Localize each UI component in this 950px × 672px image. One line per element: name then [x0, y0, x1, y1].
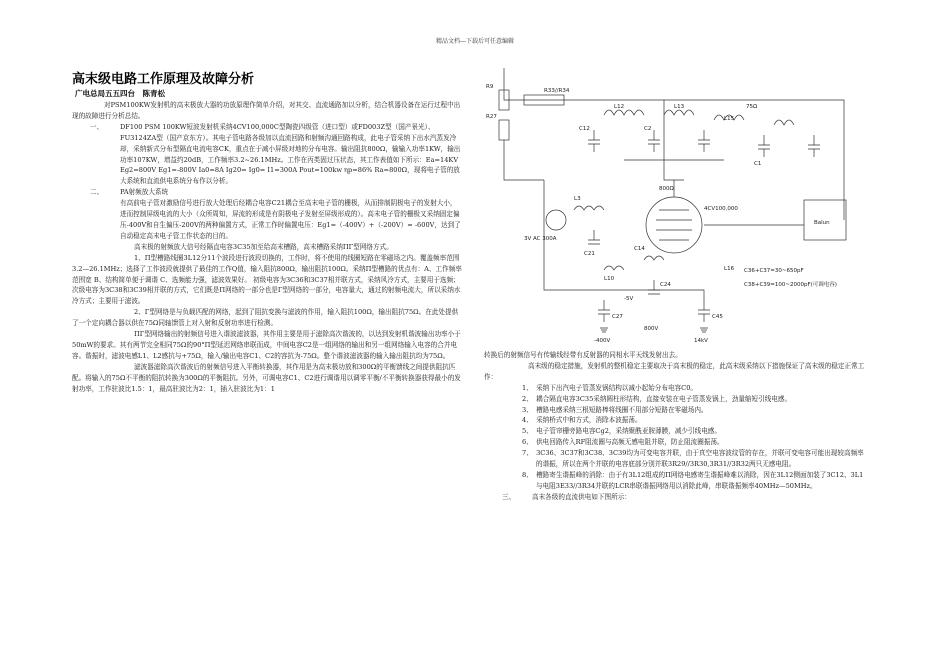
label-c14: C14 — [634, 246, 645, 252]
coil-l12 — [604, 110, 644, 115]
section-2-heading: PA射频放大系统 — [120, 188, 169, 197]
label-l10: L10 — [604, 276, 615, 282]
section-2-paragraph-4: 2、Γ型网络是与负载匹配的网络，起到了阻抗变换与滤波的作用，输入阻抗100Ω，输出阻抗75Ω。在此处提供了一个定向耦合器以供在75Ω同轴馈管上对入射和反射功率进行检测。 — [72, 308, 459, 328]
label-note-c38-c39: C38+C39=100~2000pF(可调电容) — [744, 282, 837, 288]
section-2-paragraph-6: 滤波器滤除高次谐波后的射频信号进入平衡转换器，其作用是为高末极功放和300Ω的平衡馈线之间提供阻抗匹配。将输入的75Ω不平衡的阻抗转换为300Ω的平衡阻抗。另外，可调电容C1、C2进行调谐用以调零平衡/不平衡转换器获得最小的发射功率，工作驻波比1.5：1，最高驻波比为2：1，插入驻波比为1：1 — [72, 362, 461, 393]
label-c24: C24 — [660, 282, 671, 288]
capacitor-c12 — [588, 130, 600, 152]
coil-l10 — [604, 266, 624, 270]
section-2-paragraph-2: 高末极的射频放大信号经隔直电容3C35加至给高末槽路，高末槽路采纳ΠΓ型网络方式。 — [134, 242, 393, 251]
capacitor-c21 — [588, 230, 600, 244]
intro-paragraph: 对PSM100KW发射机的高末极放大器的功放原理作简单介绍，对其交、直流通路加以分析，结合机器设备在运行过程中出现的故障进行分析总结。 — [72, 101, 461, 120]
page-title: 高末级电路工作原理及故障分析 — [72, 72, 255, 87]
list-item: 8、 槽路寄生谐振峰的消除：由于有3L12组成的Π网络电感寄生谐振峰难以消除，因在3L12侧面加装了3C12、3L1与电阻3E33//3R34并联的LCR串联谐振网络用以消除此峰，串联谐振频率40MHz—50MHz。 — [522, 470, 864, 490]
author-line: 广电总局五五四台 陈青松 — [75, 89, 165, 98]
resistor-r27 — [499, 120, 509, 140]
section-2-paragraph-5: ΠΓ型网络输出的射频信号进入谐波滤波器，其作用主要是用于滤除高次谐波的，以达到发射机谐波输出功率小于50mW的要求。其有两节完全相同75Ω的90°Π型延迟网络串联而成，中间电容C2是一组网络的输出和另一组网络输入电容的合并电容。谐振时，滤波电感L1、L2感抗与+75Ω，输入/输出电容C1、C2的容抗为-75Ω。整个谐波滤波器的输入输出阻抗均为75Ω。 — [72, 330, 461, 360]
section-2-number: 二、 — [90, 188, 104, 197]
label-r27: R27 — [486, 114, 497, 120]
tube-4cv100000 — [646, 197, 702, 253]
list-item: 6、 供电回路传入RF阻流圈与高频无感电阻并联，防止阻流圈振荡。 — [522, 438, 724, 447]
label-l12: L12 — [614, 104, 625, 110]
label-filament-supply: 3V AC 300A — [524, 236, 557, 242]
label-l13: L13 — [674, 104, 685, 110]
label-minus-400v: -400V — [594, 338, 611, 344]
capacitor-c1-right — [758, 135, 770, 157]
label-minus-5v: -5V — [624, 296, 634, 302]
coil-l14 — [644, 256, 664, 260]
list-item: 2、 耦合隔直电容3C35采纳圆柱形结构，直接安装在电子管蒸发锅上，劲量缩短引线电感。 — [522, 394, 792, 403]
list-item: 1、 采纳下出汽电子管蒸发锅结构以减小起始分布电容C0。 — [522, 383, 697, 392]
label-c1: C1 — [754, 161, 762, 167]
capacitor-c45 — [698, 300, 710, 322]
coil-l3 — [574, 206, 604, 210]
right-paragraph-1: 转换后的射频信号有传输线经带有反射器的同相水平天线发射出去。 — [484, 351, 682, 359]
capacitor-c2 — [648, 130, 660, 152]
section-3-text: 高末各级的直流供电如下图所示： — [532, 492, 631, 501]
label-tube-type: 4CV100,000 — [704, 206, 738, 212]
label-14kv: 14kV — [694, 338, 708, 344]
capacitor-c24 — [648, 280, 660, 294]
stability-measures-list — [484, 383, 869, 492]
section-2-paragraph-3: 1、Π型槽路线圈3L12分11个波段进行波段切换的，工作时，将不使用的线圈短路在零磁场之内。覆盖频率范围3.2—26.1MHz；选择了工作波段就提供了最佳的工作Q值，输入阻抗800Ω，输出阻抗100Ω。采纳Π型槽路的优点有：A、工作频率范围宽 B、结构简单便于调谐 C、选频能力强，滤波效果好。 初级电容为3C36和3C37相并联方式，采纳风冷方式，主要用于选频；次级电容为3C38和3C39相并联的方式，它们既是Π网络的一部分也是Γ型网络的一部分，电容量大，通过的射频电流大，所以采纳水冷方式；主要用于滤波。 — [72, 253, 462, 306]
right-paragraph-2: 高末级的稳定措施，发射机的整机稳定主要取决于高末极的稳定，此高末级采纳以下措施保证了高末级的稳定正常工作： — [484, 361, 865, 381]
section-1-body: DF100 PSM 100KW短波发射机采纳4CV100,000C型陶瓷四级管（进口型）或FD003Z型（国产景光）、FU3124ZA型（国产京东方）。其电子管电路各级加以直流回路和射频沟通回路构成，此电子管采纳下出水汽蒸发冷却，采纳新式分布型隔直电流电容CK，重点在于减小屏级对地的分布电容。输出阻抗800Ω，输输入功率1KW，输出功率107KW，增益约20dB，工作频率3.2~26.1MHz。工作在丙类固过压状态，其工作表值如下所示：Ea=14KV Eg2=800V Eg1=-800V Ia0=8A Ig20= Ig0= I1=300A Pout=100kw ηp=86% Ra=800Ω，现将电子管的放大系统和直流供电系统分布作以分析。 — [120, 122, 461, 186]
label-c12: C12 — [579, 126, 590, 132]
label-c27: C27 — [612, 314, 623, 320]
section-2-heading-row — [72, 187, 462, 198]
list-item: 3、 槽路电感采纳三根短路棒将线圈不用部分短路在零磁场内。 — [522, 405, 708, 414]
label-c45: C45 — [712, 314, 723, 320]
left-column — [72, 100, 462, 394]
section-1-number: 一、 — [90, 122, 104, 131]
capacitor-c3 — [808, 135, 820, 157]
label-r33-r34: R33//R34 — [544, 88, 570, 94]
label-800-ohm: 800Ω — [659, 186, 674, 192]
label-75-ohm: 75Ω — [746, 104, 758, 110]
section-2-paragraph-1: 有高前电子管对激励信号进行放大处理后经耦合电容C21耦合至高末电子管的栅极，从而排制阴极电子的发射大小，进而控制屏级电流的大小（众所周知，屏流的形成是有阴极电子发射至屏级形成的）。高末电子管的栅极又采纳固定偏压-400V和自生偏压-200V的两种偏置方式，正常工作时偏置电压：Eg1=（-400V）+（-200V）= -600V，达到了自动稳定高末电子管工作状态的目的。 — [120, 199, 461, 240]
list-item: 4、 采纳桥式中和方式，消除本波振荡。 — [522, 416, 642, 425]
page-header: 精品文档---下载后可任意编辑 — [435, 38, 515, 45]
coil-l13 — [664, 110, 694, 115]
label-c21: C21 — [584, 251, 595, 257]
label-l3: L3 — [574, 196, 581, 202]
list-item: 7、 3C36、3C37和3C38、3C39均为可变电容并联，由于真空电容波纹管的存在，并联可变电容可能出现较高频率的谐振，所以在两个并联的电容底部分别并联3R29//3R30,3R31//3R32两只无感电阻。 — [522, 449, 864, 469]
pa-schematic-diagram — [484, 60, 859, 350]
section-3 — [484, 492, 869, 503]
coil-l16 — [774, 120, 794, 125]
label-r9: R9 — [486, 84, 494, 90]
filament-tube-symbol — [546, 210, 566, 230]
label-c2: C2 — [644, 126, 652, 132]
label-l15: L15 — [724, 116, 735, 122]
label-balun: Balun — [814, 220, 830, 226]
label-800v: 800V — [644, 326, 659, 332]
section-3-number: 三、 — [502, 492, 516, 501]
label-note-c36-c37: C36+C37=30~650pF — [744, 268, 804, 274]
list-item: 5、 电子管帘栅旁路电容Cg2，采纳聚酰亚胺薄膜，减少引线电感。 — [522, 427, 721, 436]
right-column — [484, 350, 869, 503]
section-1 — [72, 122, 462, 187]
capacitor-c1-left — [698, 130, 710, 152]
label-l16: L16 — [724, 266, 735, 272]
capacitor-c27 — [598, 300, 610, 322]
